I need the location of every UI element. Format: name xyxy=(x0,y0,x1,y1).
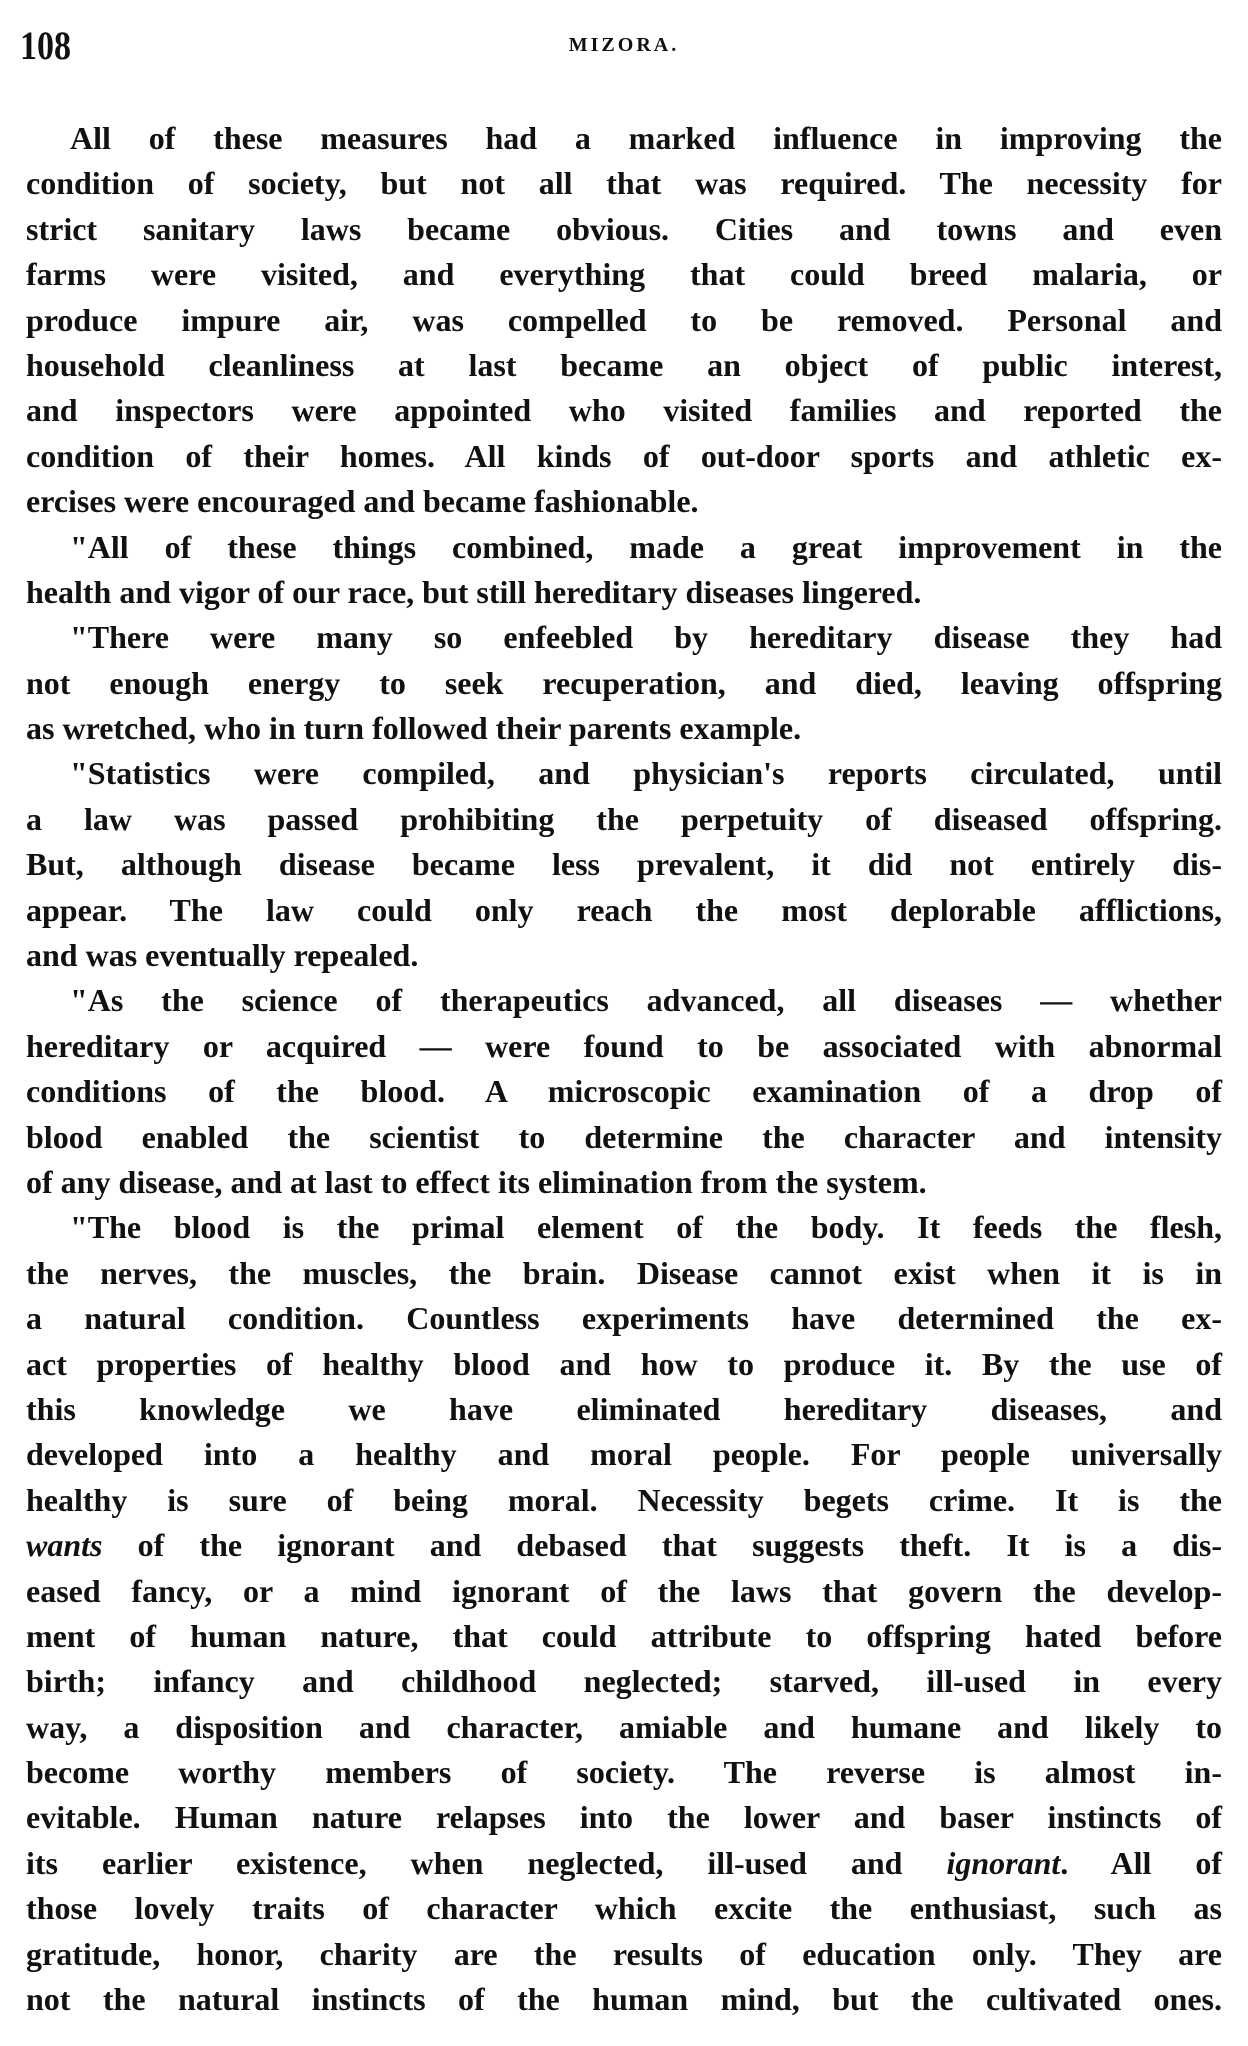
text-line xyxy=(26,706,1222,751)
line-text: of the ignorant and debased that suggests theft. It is a dis- xyxy=(102,1527,1222,1564)
line-text: those lovely traits of character which excite the enthusiast, such as xyxy=(26,1890,1222,1927)
text-line xyxy=(26,570,1222,615)
text-line xyxy=(26,751,1222,796)
line-text: condition of society, but not all that was required. The necessity for xyxy=(26,165,1222,202)
line-text: not enough energy to seek recuperation, and died, leaving offspring xyxy=(26,664,1222,701)
line-text: "As the science of therapeutics advanced, all diseases — whether xyxy=(70,982,1222,1019)
line-text: hereditary or acquired — were found to be associated with abnormal xyxy=(26,1027,1222,1064)
line-text: its earlier existence, when neglected, ill-used and xyxy=(26,1844,947,1881)
line-text: appear. The law could only reach the most deplorable afflictions, xyxy=(26,891,1222,928)
text-line xyxy=(26,1795,1222,1840)
text-line xyxy=(26,252,1222,297)
text-line xyxy=(26,116,1222,161)
line-text: "There were many so enfeebled by hereditary disease they had xyxy=(70,619,1222,656)
line-text: "All of these things combined, made a great improvement in the xyxy=(70,528,1222,565)
line-text: become worthy members of society. The reverse is almost in- xyxy=(26,1754,1222,1791)
text-line xyxy=(26,1523,1222,1568)
line-text: strict sanitary laws became obvious. Cities and towns and even xyxy=(26,210,1222,247)
text-line xyxy=(26,888,1222,933)
text-line xyxy=(26,797,1222,842)
line-text: All of these measures had a marked influence in improving the xyxy=(70,120,1222,156)
italic-text: ignorant xyxy=(946,1844,1061,1881)
text-line xyxy=(26,1432,1222,1477)
line-text: eased fancy, or a mind ignorant of the laws that govern the develop- xyxy=(26,1572,1222,1609)
line-text: "The blood is the primal element of the body. It feeds the flesh, xyxy=(70,1209,1222,1246)
text-line xyxy=(26,1614,1222,1659)
text-line xyxy=(26,1705,1222,1750)
line-text: blood enabled the scientist to determine the character and intensity xyxy=(26,1118,1222,1155)
text-line xyxy=(26,1932,1222,1977)
line-text: But, although disease became less prevalent, it did not entirely dis- xyxy=(26,846,1222,883)
line-text: household cleanliness at last became an object of public interest, xyxy=(26,346,1222,383)
text-line xyxy=(26,1750,1222,1795)
line-text: evitable. Human nature relapses into the lower and baser instincts of xyxy=(26,1799,1222,1836)
line-text: gratitude, honor, charity are the results of education only. They are xyxy=(26,1935,1222,1972)
line-text: of any disease, and at last to effect its elimination from the system. xyxy=(26,1163,927,1200)
text-line xyxy=(26,1160,1222,1205)
text-line xyxy=(26,298,1222,343)
line-text: conditions of the blood. A microscopic examination of a drop of xyxy=(26,1073,1222,1110)
text-line xyxy=(26,207,1222,252)
line-text: ercises were encouraged and became fashionable. xyxy=(26,483,699,520)
text-line xyxy=(26,1115,1222,1160)
text-line xyxy=(26,1024,1222,1069)
text-line xyxy=(26,525,1222,570)
text-line xyxy=(26,933,1222,978)
line-text: health and vigor of our race, but still hereditary diseases lingered. xyxy=(26,573,922,610)
line-text: farms were visited, and everything that could breed malaria, or xyxy=(26,256,1222,293)
text-line xyxy=(26,661,1222,706)
text-line xyxy=(26,1841,1222,1886)
line-text: way, a disposition and character, amiable and humane and likely to xyxy=(26,1708,1222,1745)
text-line xyxy=(26,1977,1222,2022)
text-line xyxy=(26,978,1222,1023)
text-line xyxy=(26,161,1222,206)
text-line xyxy=(26,1296,1222,1341)
italic-text: wants xyxy=(26,1527,103,1564)
text-line xyxy=(26,1387,1222,1432)
text-line xyxy=(26,479,1222,524)
text-line xyxy=(26,1659,1222,1704)
text-line xyxy=(26,1569,1222,1614)
text-line xyxy=(26,343,1222,388)
running-title: MIZORA. xyxy=(568,34,680,56)
line-text: as wretched, who in turn followed their parents example. xyxy=(26,710,802,747)
text-line xyxy=(26,388,1222,433)
line-text: and inspectors were appointed who visited families and reported the xyxy=(26,392,1222,429)
line-text: developed into a healthy and moral people. For people universally xyxy=(26,1436,1222,1473)
line-text: a law was passed prohibiting the perpetuity of diseased offspring. xyxy=(26,800,1222,837)
line-text: not the natural instincts of the human mind, but the cultivated ones. xyxy=(26,1981,1222,2018)
text-line xyxy=(26,1342,1222,1387)
line-text: produce impure air, was compelled to be removed. Personal and xyxy=(26,301,1222,338)
text-line xyxy=(26,1886,1222,1931)
line-text: healthy is sure of being moral. Necessity begets crime. It is the xyxy=(26,1481,1222,1518)
line-text: a natural condition. Countless experiments have determined the ex- xyxy=(26,1300,1222,1337)
line-text: act properties of healthy blood and how to produce it. By the use of xyxy=(26,1345,1222,1382)
text-line xyxy=(26,434,1222,479)
line-text: this knowledge we have eliminated hereditary diseases, and xyxy=(26,1390,1222,1427)
text-line xyxy=(26,1251,1222,1296)
page-number: 108 xyxy=(20,23,71,68)
line-text: . All of xyxy=(1060,1844,1223,1881)
text-line xyxy=(26,615,1222,660)
line-text: and was eventually repealed. xyxy=(26,937,419,974)
text-line xyxy=(26,1069,1222,1114)
line-text: the nerves, the muscles, the brain. Disease cannot exist when it is in xyxy=(26,1254,1222,1291)
text-line xyxy=(26,1478,1222,1523)
line-text: ment of human nature, that could attribute to offspring hated before xyxy=(26,1617,1222,1654)
line-text: condition of their homes. All kinds of out-door sports and athletic ex- xyxy=(26,437,1222,474)
body-text xyxy=(26,116,1222,2022)
line-text: birth; infancy and childhood neglected; starved, ill-used in every xyxy=(26,1663,1222,1700)
line-text: "Statistics were compiled, and physician's reports circulated, until xyxy=(70,755,1222,792)
text-line xyxy=(26,842,1222,887)
text-line xyxy=(26,1205,1222,1250)
